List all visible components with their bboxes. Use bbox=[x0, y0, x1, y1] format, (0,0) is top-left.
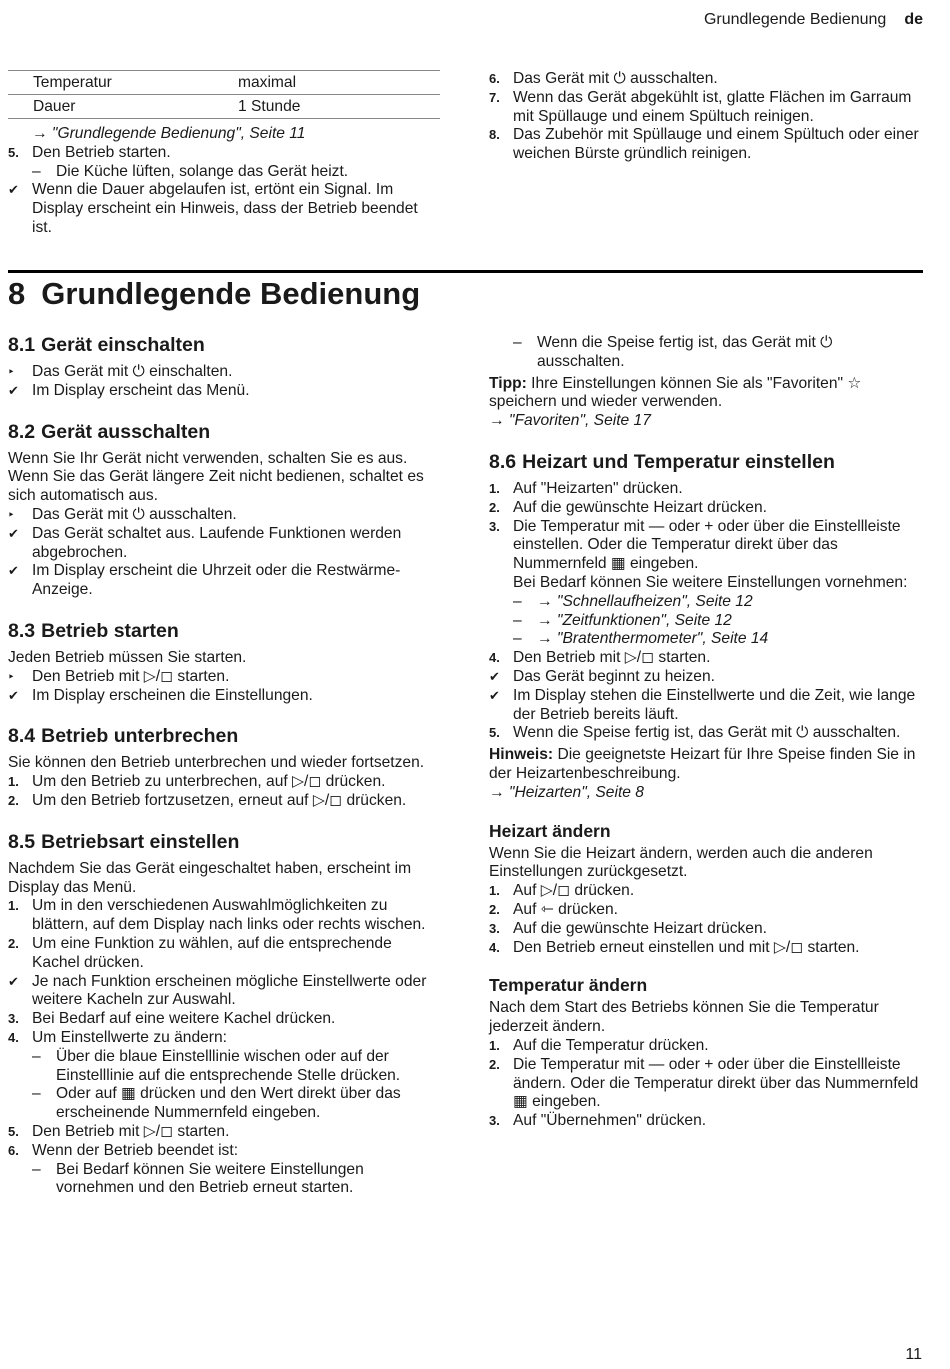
step-text: Auf "Heizarten" drücken. bbox=[513, 479, 683, 497]
tip-paragraph bbox=[489, 375, 921, 413]
cross-reference[interactable]: → "Schnellaufheizen", Seite 12 bbox=[537, 592, 753, 610]
action-item bbox=[8, 363, 440, 382]
step-number: 6. bbox=[8, 1142, 19, 1158]
step-number: 5. bbox=[8, 1123, 19, 1139]
header-title: Grundlegende Bedienung bbox=[703, 11, 887, 28]
step-text: Auf "Übernehmen" drücken. bbox=[513, 1112, 707, 1130]
cross-reference-text[interactable]: → "Grundlegende Bedienung", Seite 11 bbox=[32, 125, 306, 142]
step-extra bbox=[489, 574, 921, 593]
step-text: Bei Bedarf auf eine weitere Kachel drücken. bbox=[32, 1010, 336, 1028]
checkmark-icon: ✔ bbox=[8, 525, 19, 541]
step-item bbox=[489, 1112, 921, 1131]
table-cell: 1 Stunde bbox=[213, 95, 440, 119]
sub-item bbox=[8, 1048, 440, 1086]
result-item bbox=[8, 687, 440, 706]
sub-item bbox=[8, 1085, 440, 1123]
step-text: Den Betrieb mit ▷/◻ starten. bbox=[513, 649, 711, 667]
step-item bbox=[489, 518, 921, 574]
step-text: Um Einstellwerte zu ändern: bbox=[32, 1028, 228, 1046]
table-cell: maximal bbox=[213, 71, 440, 95]
sub-text: Oder auf ▦ drücken und den Wert direkt über das erscheinende Nummernfeld eingeben. bbox=[56, 1085, 401, 1122]
section-number: 8.2 bbox=[8, 420, 36, 443]
dash-marker: – bbox=[32, 162, 41, 180]
step-text: Das Gerät mit ⏻ ausschalten. bbox=[513, 70, 718, 87]
note-text: Die geeignetste Heizart für Ihre Speise finden Sie in der Heizartenbeschreibung. bbox=[489, 746, 916, 782]
result-text: Wenn die Dauer abgelaufen ist, ertönt ein Signal. Im Display erscheint ein Hinweis, dass der Betrieb beendet ist. bbox=[32, 181, 418, 236]
sub-item[interactable] bbox=[489, 593, 921, 612]
step-text: Auf die Temperatur drücken. bbox=[513, 1036, 709, 1054]
top-right-column bbox=[489, 70, 921, 164]
checkmark-icon: ✔ bbox=[8, 182, 19, 198]
cross-reference[interactable]: → "Bratenthermometer", Seite 14 bbox=[537, 630, 769, 648]
section-number: 8.3 bbox=[8, 619, 36, 642]
step-number: 2. bbox=[489, 499, 500, 515]
action-text: Das Gerät mit ⏻ einschalten. bbox=[32, 363, 233, 380]
step-item bbox=[8, 144, 440, 163]
sub-item bbox=[8, 163, 440, 182]
step-text: Wenn die Speise fertig ist, das Gerät mit ⏻ ausschalten. bbox=[513, 724, 901, 742]
step-item bbox=[489, 70, 921, 89]
step-item bbox=[8, 1029, 440, 1048]
step-number: 6. bbox=[489, 71, 500, 86]
left-column bbox=[8, 334, 440, 1198]
step-extra-text: Bei Bedarf können Sie weitere Einstellungen vornehmen: bbox=[513, 573, 908, 591]
action-text: Den Betrieb mit ▷/◻ starten. bbox=[32, 667, 230, 685]
section-heading bbox=[489, 451, 921, 473]
page-number: 11 bbox=[905, 1346, 922, 1363]
cross-reference[interactable]: → "Heizarten", Seite 8 bbox=[489, 783, 644, 801]
step-text: Um in den verschiedenen Auswahlmöglichkeiten zu blättern, auf dem Display nach links oder rechts wischen. bbox=[32, 897, 426, 934]
chapter-title-text: Grundlegende Bedienung bbox=[41, 276, 421, 311]
step-item bbox=[8, 1123, 440, 1142]
step-item bbox=[489, 126, 921, 164]
step-number: 1. bbox=[489, 480, 500, 496]
header-language: de bbox=[904, 11, 923, 28]
section-title: Betriebsart einstellen bbox=[41, 830, 240, 853]
section-title: Gerät einschalten bbox=[41, 334, 205, 356]
step-text: Um den Betrieb fortzusetzen, erneut auf ▷/◻ drücken. bbox=[32, 791, 407, 809]
dash-marker: – bbox=[513, 630, 522, 648]
step-item bbox=[489, 1037, 921, 1056]
right-column bbox=[489, 334, 921, 1131]
step-number: 7. bbox=[489, 89, 500, 105]
subsection-intro: Wenn Sie die Heizart ändern, werden auch die anderen Einstellungen zurückgesetzt. bbox=[489, 844, 873, 881]
checkmark-icon: ✔ bbox=[8, 382, 19, 398]
step-item bbox=[489, 724, 921, 743]
section-number: 8.5 bbox=[8, 830, 36, 853]
step-item bbox=[8, 1142, 440, 1161]
result-item bbox=[8, 562, 440, 600]
step-text: Wenn das Gerät abgekühlt ist, glatte Flächen im Garraum mit Spüllauge und einem Spültuch reinigen. bbox=[513, 88, 912, 125]
tip-text: Ihre Einstellungen können Sie als "Favoriten" ☆ speichern und wieder verwenden. bbox=[489, 374, 862, 411]
dash-marker: – bbox=[513, 334, 522, 351]
step-number: 4. bbox=[489, 650, 500, 666]
section-title: Gerät ausschalten bbox=[41, 420, 211, 443]
settings-table bbox=[8, 70, 440, 119]
step-number: 3. bbox=[489, 518, 500, 534]
note-label: Hinweis: bbox=[489, 746, 554, 764]
dash-marker: – bbox=[32, 1160, 41, 1178]
cross-reference[interactable] bbox=[8, 125, 440, 144]
section-intro: Nachdem Sie das Gerät eingeschaltet haben, erscheint im Display das Menü. bbox=[8, 859, 412, 896]
checkmark-icon: ✔ bbox=[8, 563, 19, 579]
section-number: 8.1 bbox=[8, 334, 36, 356]
step-number: 3. bbox=[489, 1113, 500, 1129]
step-number: 5. bbox=[489, 725, 500, 741]
step-text: Den Betrieb starten. bbox=[32, 143, 171, 161]
checkmark-icon: ✔ bbox=[8, 973, 19, 989]
table-row bbox=[8, 95, 440, 119]
checkmark-icon: ✔ bbox=[8, 687, 19, 703]
checkmark-icon: ✔ bbox=[489, 687, 500, 703]
dash-marker: – bbox=[32, 1085, 41, 1103]
result-item bbox=[8, 973, 440, 1011]
step-item bbox=[489, 89, 921, 127]
step-item bbox=[489, 920, 921, 939]
result-text: Im Display stehen die Einstellwerte und die Zeit, wie lange der Betrieb bereits läuft. bbox=[513, 686, 916, 723]
dash-marker: – bbox=[513, 592, 522, 610]
step-text: Wenn der Betrieb beendet ist: bbox=[32, 1141, 239, 1159]
result-text: Das Gerät schaltet aus. Laufende Funktionen werden abgebrochen. bbox=[32, 524, 402, 561]
note-paragraph bbox=[489, 746, 921, 784]
result-item bbox=[489, 687, 921, 725]
sub-text: Wenn die Speise fertig ist, das Gerät mit ⏻ ausschalten. bbox=[537, 334, 833, 370]
step-item bbox=[8, 1010, 440, 1029]
section-intro: Sie können den Betrieb unterbrechen und wieder fortsetzen. bbox=[8, 754, 425, 772]
step-number: 1. bbox=[8, 898, 19, 914]
step-number: 4. bbox=[489, 939, 500, 955]
sub-item[interactable] bbox=[489, 612, 921, 631]
step-number: 5. bbox=[8, 144, 19, 160]
step-number: 3. bbox=[8, 1011, 19, 1027]
section-intro: Jeden Betrieb müssen Sie starten. bbox=[8, 648, 247, 666]
subsection-intro: Nach dem Start des Betriebs können Sie die Temperatur jederzeit ändern. bbox=[489, 999, 879, 1036]
step-item bbox=[8, 773, 440, 792]
result-item bbox=[8, 382, 440, 401]
step-text: Den Betrieb mit ▷/◻ starten. bbox=[32, 1122, 230, 1140]
sub-item bbox=[8, 1161, 440, 1199]
step-item bbox=[489, 649, 921, 668]
section-title: Betrieb unterbrechen bbox=[41, 725, 239, 748]
result-item bbox=[8, 525, 440, 563]
section-number: 8.6 bbox=[489, 450, 517, 473]
result-text: Im Display erscheinen die Einstellungen. bbox=[32, 686, 313, 704]
step-item bbox=[489, 480, 921, 499]
step-item bbox=[489, 939, 921, 958]
result-text: Je nach Funktion erscheinen mögliche Einstellwerte oder weitere Kacheln zur Auswahl. bbox=[32, 972, 427, 1009]
step-number: 1. bbox=[8, 774, 19, 790]
dash-marker: – bbox=[513, 611, 522, 629]
table-cell: Dauer bbox=[8, 95, 213, 119]
step-text: Die Temperatur mit — oder + oder über die Einstellleiste einstellen. Oder die Temperatur direkt über das Nummernfeld ▦ eingeben. bbox=[513, 517, 901, 573]
step-item bbox=[8, 935, 440, 973]
step-text: Auf die gewünschte Heizart drücken. bbox=[513, 498, 767, 516]
section-intro: Wenn Sie Ihr Gerät nicht verwenden, schalten Sie es aus. Wenn Sie das Gerät längere Zeit nicht bedienen, schaltet es sich automatisch aus. bbox=[8, 449, 424, 505]
sub-item bbox=[489, 334, 921, 372]
table-cell: Temperatur bbox=[8, 71, 213, 95]
step-item bbox=[489, 499, 921, 518]
table-row bbox=[8, 71, 440, 95]
triangle-icon: ‣ bbox=[8, 509, 15, 521]
result-text: Das Gerät beginnt zu heizen. bbox=[513, 667, 715, 685]
tip-label: Tipp: bbox=[489, 374, 527, 392]
step-number: 4. bbox=[8, 1029, 19, 1045]
cross-reference[interactable]: → "Favoriten", Seite 17 bbox=[489, 412, 651, 430]
result-item bbox=[489, 668, 921, 687]
step-number: 8. bbox=[489, 127, 500, 143]
step-text: Auf die gewünschte Heizart drücken. bbox=[513, 919, 767, 937]
dash-marker: – bbox=[32, 1047, 41, 1065]
sub-item[interactable] bbox=[489, 630, 921, 649]
sub-text: Über die blaue Einstelllinie wischen oder auf der Einstelllinie auf die entsprechende Stelle drücken. bbox=[56, 1047, 401, 1084]
step-number: 2. bbox=[489, 901, 500, 917]
result-item bbox=[8, 181, 440, 237]
step-text: Auf ▷/◻ drücken. bbox=[513, 882, 635, 900]
chapter-number: 8 bbox=[8, 276, 26, 311]
chapter-divider bbox=[8, 270, 923, 273]
action-text: Das Gerät mit ⏻ ausschalten. bbox=[32, 505, 237, 523]
step-number: 2. bbox=[8, 935, 19, 951]
section-heading bbox=[8, 421, 440, 443]
subsection-heading: Heizart ändern bbox=[489, 820, 611, 841]
section-number: 8.4 bbox=[8, 725, 36, 748]
step-item bbox=[489, 882, 921, 901]
step-text: Um den Betrieb zu unterbrechen, auf ▷/◻ drücken. bbox=[32, 773, 386, 791]
chapter-title bbox=[8, 276, 420, 312]
checkmark-icon: ✔ bbox=[489, 668, 500, 684]
step-item bbox=[8, 897, 440, 935]
step-item bbox=[8, 792, 440, 811]
step-text: Die Temperatur mit — oder + oder über die Einstellleiste ändern. Oder die Temperatur direkt über das Nummernfeld ▦ eingeben. bbox=[513, 1055, 919, 1111]
sub-text: Bei Bedarf können Sie weitere Einstellungen vornehmen und den Betrieb erneut starten. bbox=[56, 1160, 364, 1197]
step-number: 1. bbox=[489, 883, 500, 899]
step-text: Das Zubehör mit Spüllauge und einem Spültuch oder einer weichen Bürste gründlich reinigen. bbox=[513, 126, 919, 163]
action-item bbox=[8, 506, 440, 525]
top-left-column bbox=[8, 70, 440, 238]
cross-reference[interactable]: → "Zeitfunktionen", Seite 12 bbox=[537, 611, 732, 629]
section-heading bbox=[8, 620, 440, 642]
section-heading bbox=[8, 334, 440, 356]
action-item bbox=[8, 668, 440, 687]
sub-text: Die Küche lüften, solange das Gerät heizt. bbox=[56, 162, 349, 180]
step-text: Um eine Funktion zu wählen, auf die entsprechende Kachel drücken. bbox=[32, 934, 392, 971]
triangle-icon: ‣ bbox=[8, 671, 15, 683]
step-text: Den Betrieb erneut einstellen und mit ▷/◻ starten. bbox=[513, 938, 860, 956]
step-item bbox=[489, 901, 921, 920]
section-title: Betrieb starten bbox=[41, 619, 179, 642]
section-title: Heizart und Temperatur einstellen bbox=[522, 450, 835, 473]
step-number: 1. bbox=[489, 1037, 500, 1053]
triangle-icon: ‣ bbox=[8, 367, 15, 378]
step-number: 2. bbox=[8, 792, 19, 808]
step-text: Auf ⇽ drücken. bbox=[513, 900, 618, 918]
result-text: Im Display erscheint die Uhrzeit oder die Restwärme-Anzeige. bbox=[32, 562, 401, 599]
step-number: 3. bbox=[489, 920, 500, 936]
section-heading bbox=[8, 725, 440, 747]
subsection-heading: Temperatur ändern bbox=[489, 975, 648, 996]
step-item bbox=[489, 1056, 921, 1112]
result-text: Im Display erscheint das Menü. bbox=[32, 381, 250, 399]
section-heading bbox=[8, 831, 440, 853]
step-number: 2. bbox=[489, 1056, 500, 1072]
running-header bbox=[704, 11, 923, 29]
